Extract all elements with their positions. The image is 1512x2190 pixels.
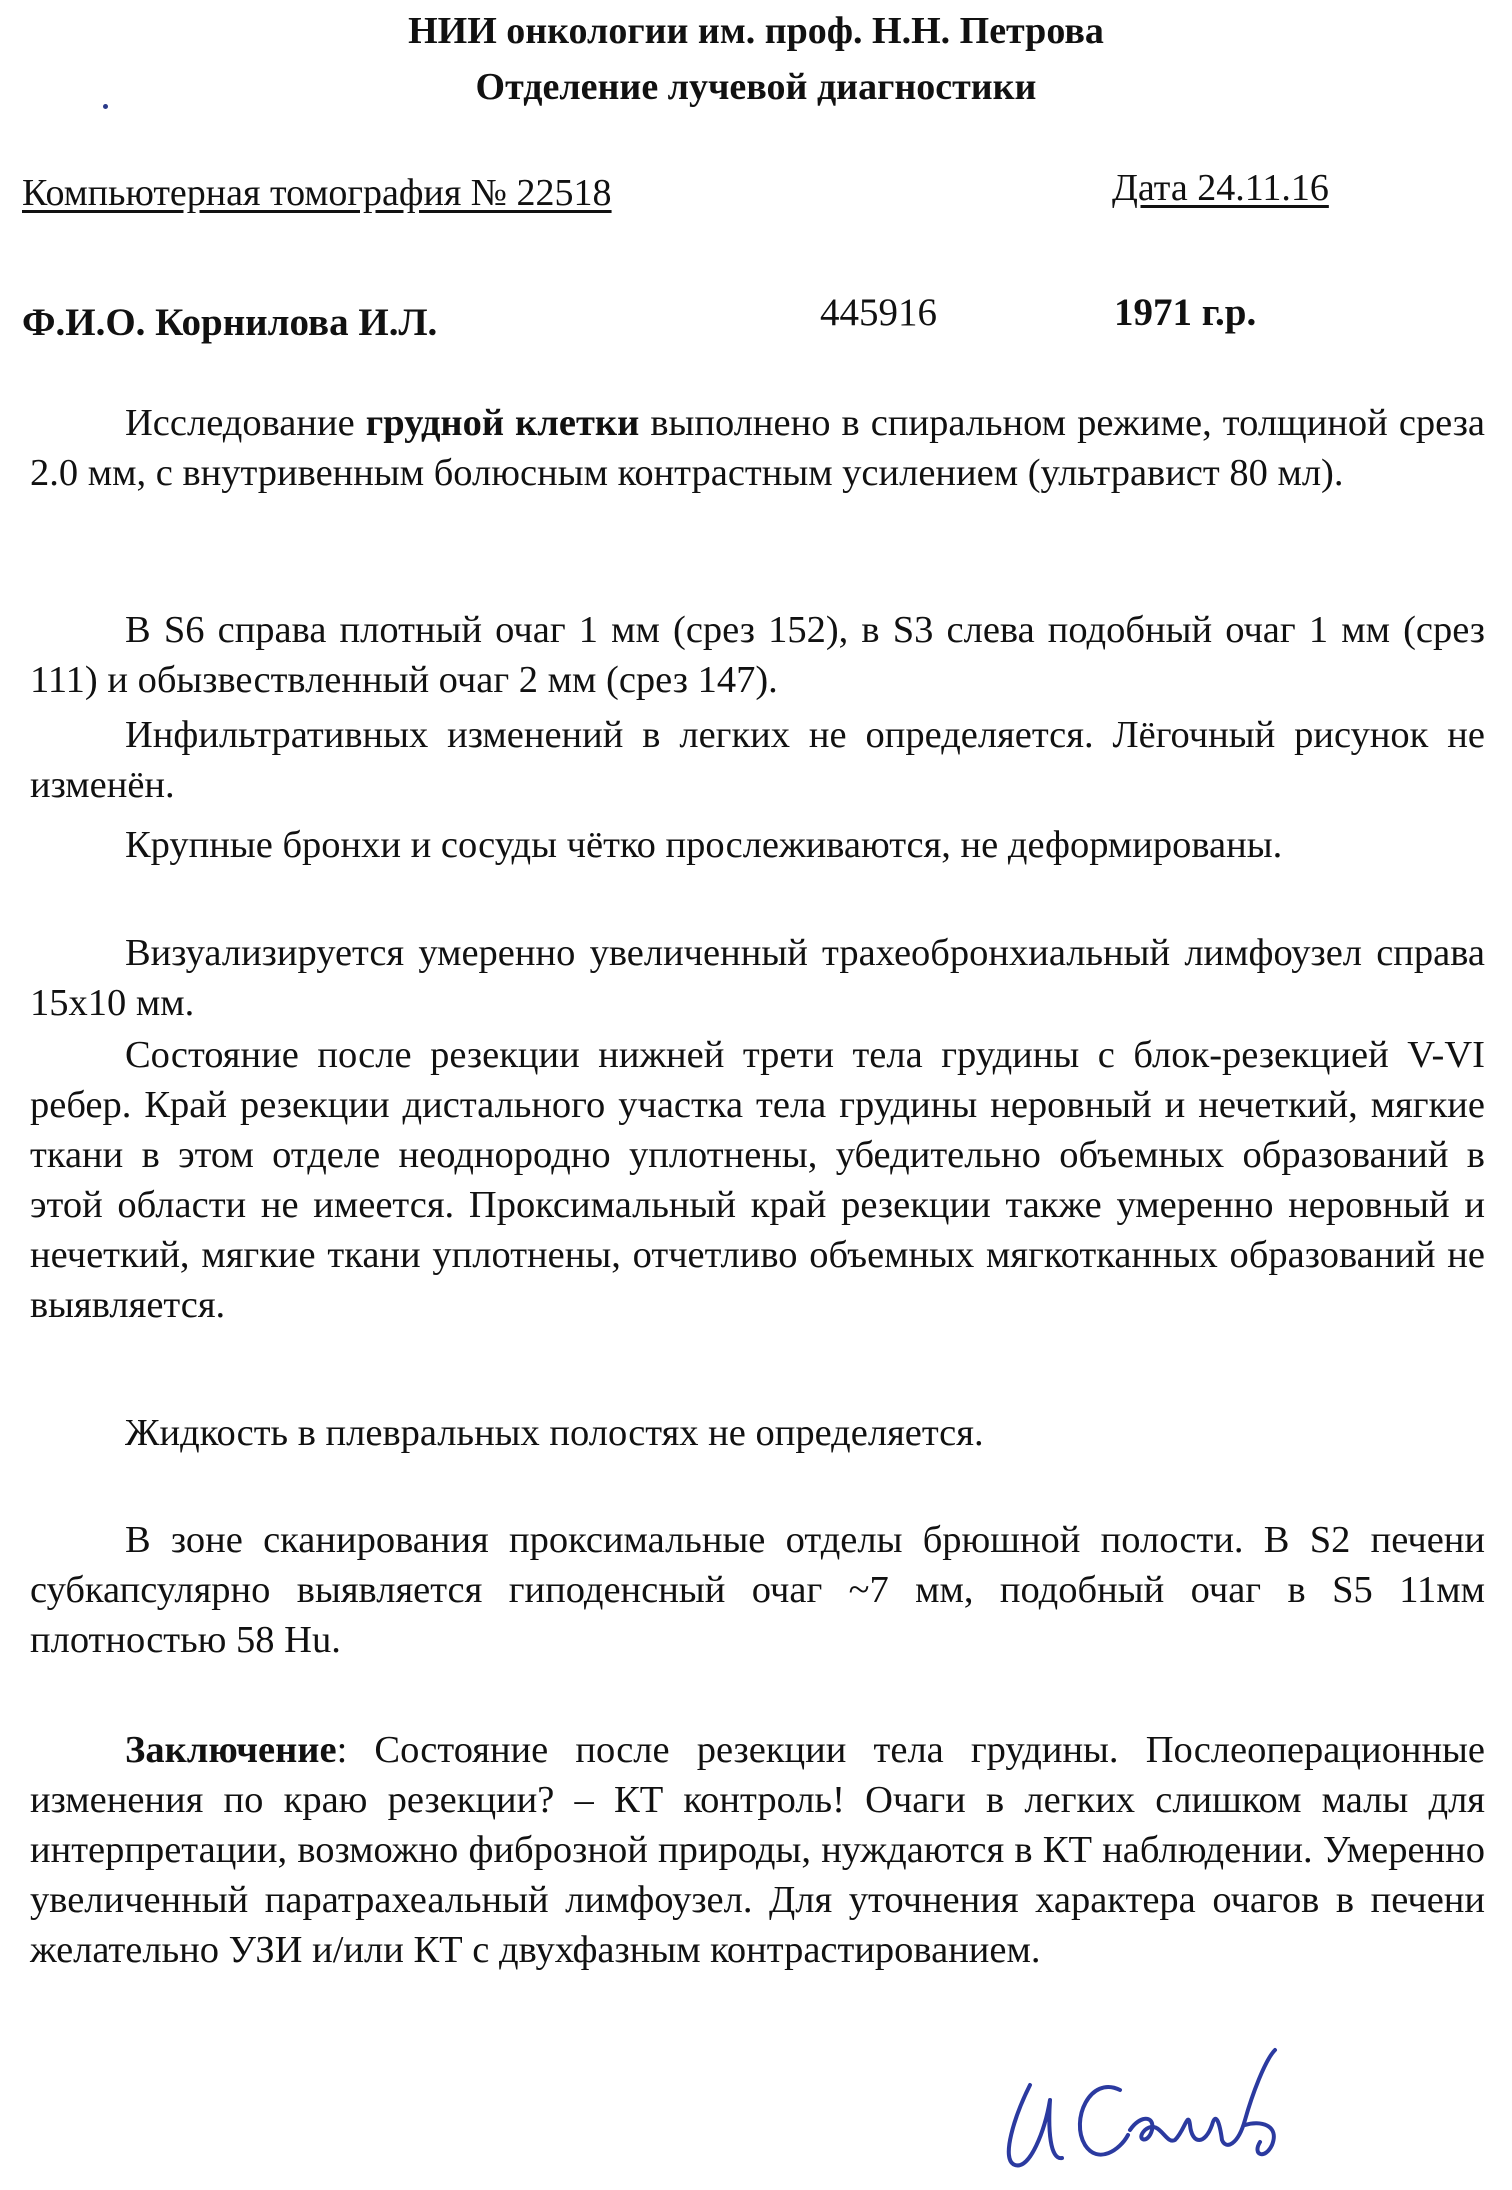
paragraph-resection: Состояние после резекции нижней трети тела грудины с блок-резекцией V-VI ребер. Край резекции дистального участка тела грудины неровный и нечеткий, мягкие ткани в этом отделе неоднородно уплотнены, убедительно объемных образований в этой области не имеется. Проксимальный край резекции также умеренно неровный и нечеткий, мягкие ткани уплотнены, отчетливо объемных мягкотканных образований не выявляется. xyxy=(30,1034,1485,1326)
paragraph-infiltration: Инфильтративных изменений в легких не определяется. Лёгочный рисунок не изменён. xyxy=(30,714,1485,806)
method-region: грудной клетки xyxy=(365,402,640,444)
patient-id: 445916 xyxy=(820,291,937,334)
conclusion-text: Состояние после резекции тела грудины. Послеоперационные изменения по краю резекции? – КТ контроль! Очаги в легких слишком малы для интерпретации, возможно фиброзной природы, нуждаются в КТ наблюдении. Умеренно увеличенный паратрахеальный лимфоузел. Для уточнения характера очагов в печени желательно УЗИ и/или КТ с двухфазным контрастированием. xyxy=(30,1729,1485,1971)
method-text-start: Исследование xyxy=(125,402,366,444)
paragraph-pleural: Жидкость в плевральных полостях не определяется. xyxy=(125,1412,984,1454)
paragraph-conclusion xyxy=(30,1725,1485,1975)
study-date: Дата 24.11.16 xyxy=(1112,167,1329,209)
method-text-end: выполнено в спиральном режиме, толщиной среза 2.0 мм, с внутривенным болюсным контрастным усилением (ультравист 80 мл). xyxy=(30,402,1486,494)
study-title: Компьютерная томография № 22518 xyxy=(22,172,612,214)
paragraph-abdomen: В зоне сканирования проксимальные отделы брюшной полости. В S2 печени субкапсулярно выявляется гиподенсный очаг ~7 мм, подобный очаг в S5 11мм плотностью 58 Hu. xyxy=(30,1519,1485,1661)
patient-birth-year: 1971 г.р. xyxy=(1114,291,1257,334)
paragraph-method xyxy=(30,398,1485,498)
paragraph-lung-foci: В S6 справа плотный очаг 1 мм (срез 152), в S3 слева подобный очаг 1 мм (срез 111) и обызвествленный очаг 2 мм (срез 147). xyxy=(30,609,1485,701)
ink-dot xyxy=(103,104,108,109)
conclusion-label: Заключение xyxy=(125,1729,337,1771)
paragraph-lymph-node: Визуализируется умеренно увеличенный трахеобронхиальный лимфоузел справа 15х10 мм. xyxy=(30,932,1485,1024)
institute-title: НИИ онкологии им. проф. Н.Н. Петрова xyxy=(408,10,1104,52)
conclusion-colon: : xyxy=(336,1729,348,1771)
department-title: Отделение лучевой диагностики xyxy=(475,66,1037,108)
signature-image xyxy=(990,2030,1340,2180)
patient-name: Ф.И.О. Корнилова И.Л. xyxy=(22,301,438,344)
paragraph-bronchi: Крупные бронхи и сосуды чётко прослеживаются, не деформированы. xyxy=(125,824,1283,866)
